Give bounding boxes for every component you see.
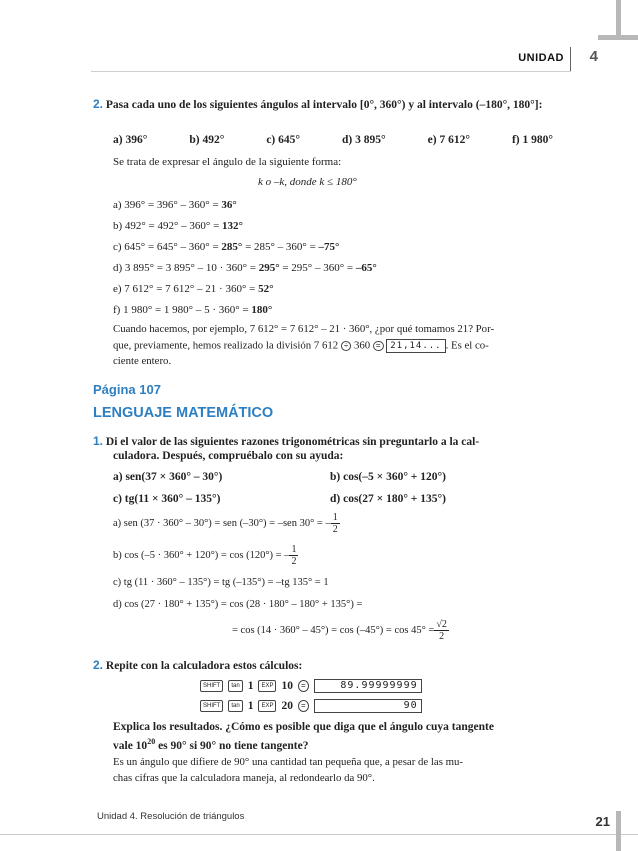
- m1-answer-d-line1: d) cos (27 · 180° + 135°) = cos (28 · 180° – 180° + 135°) =: [113, 599, 363, 610]
- m1-option-b: b) cos(–5 × 360° + 120°): [330, 471, 446, 483]
- q2-intro: Se trata de expresar el ángulo de la siguiente forma:: [113, 156, 342, 168]
- equals-key-icon: =: [298, 700, 309, 712]
- m2-statement: 2. Repite con la calculadora estos cálculos:: [93, 658, 303, 672]
- m2-answer-line2: chas cifras que la calculadora maneja, al redondearlo da 90°.: [113, 772, 375, 784]
- section-title: LENGUAJE MATEMÁTICO: [93, 405, 274, 421]
- q2-answer-a: a) 396° = 396° – 360° = 36°: [113, 199, 237, 211]
- m1-option-d: d) cos(27 × 180° + 135°): [330, 493, 446, 505]
- header-rule: [91, 71, 571, 72]
- fraction-one-half: $\frac{1}{2}$: [291, 543, 297, 567]
- footer-text: Unidad 4. Resolución de triángulos: [97, 811, 245, 822]
- q2-statement-block: [93, 97, 543, 113]
- q2-note-line1: Cuando hacemos, por ejemplo, 7 612° = 7 612° – 21 · 360°, ¿por qué tomamos 21? Por-: [113, 323, 495, 335]
- q2-number: 2.: [93, 97, 104, 111]
- q2-answer-c: c) 645° = 645° – 360° = 285° = 285° – 360° = –75°: [113, 241, 340, 253]
- calculator-display: 21,14...: [386, 339, 445, 353]
- unit-number: 4: [589, 48, 598, 65]
- tan-key-icon: tan: [228, 700, 242, 712]
- calculator-display-2: 90: [314, 699, 422, 713]
- m1-option-c: c) tg(11 × 360° – 135°): [113, 493, 221, 505]
- calculator-display-1: 89.99999999: [314, 679, 422, 693]
- q2-answer-e: e) 7 612° = 7 612° – 21 · 360° = 52°: [113, 283, 274, 295]
- page-number: 21: [595, 814, 610, 829]
- q2-option-f: f) 1 980°: [511, 134, 553, 146]
- m2-calc-row-2: SHIFT tan 1 EXP 20 = 90: [200, 699, 422, 713]
- q2-option-b: b) 492°: [189, 134, 225, 146]
- shift-key-icon: SHIFT: [200, 680, 223, 692]
- q2-option-a: a) 396°: [113, 134, 148, 146]
- fraction-one-half: $\frac{1}{2}$: [332, 511, 338, 535]
- q2-note-line2: que, previamente, hemos realizado la división 7 612 ÷ 360 = 21,14... . Es el co-: [113, 339, 489, 352]
- q2-statement: Pasa cada uno de los siguientes ángulos al intervalo [0°, 360°) y al intervalo (–180°, 180°]:: [105, 99, 543, 111]
- q2-answer-f: f) 1 980° = 1 980° – 5 · 360° = 180°: [113, 304, 273, 316]
- q2-option-e: e) 7 612°: [427, 134, 470, 146]
- q2-options: [113, 134, 553, 146]
- m1-answer-a: a) sen (37 · 360° – 30°) = sen (–30°) = –sen 30° = – $\frac{1}{2}$: [113, 511, 338, 535]
- m2-calc-row-1: SHIFT tan 1 EXP 10 = 89.99999999: [200, 679, 422, 693]
- q2-answer-d: d) 3 895° = 3 895° – 10 · 360° = 295° = 295° – 360° = –65°: [113, 262, 377, 274]
- equals-key-icon: =: [373, 341, 384, 351]
- divide-key-icon: ÷: [341, 341, 351, 351]
- m2-answer-line1: Es un ángulo que difiere de 90° una cantidad tan pequeña que, a pesar de las mu-: [113, 756, 463, 768]
- m2-explain-line1: Explica los resultados. ¿Cómo es posible que diga que el ángulo cuya tangente: [113, 721, 494, 733]
- q2-form: k o –k, donde k ≤ 180°: [258, 176, 357, 188]
- unit-label: UNIDAD: [518, 52, 564, 64]
- fraction-sqrt2-over-2: $\frac{√2}{2}$: [436, 618, 447, 642]
- header-separator: [570, 47, 571, 71]
- equals-key-icon: =: [298, 680, 309, 692]
- m1-answer-d-line2: = cos (14 · 360° – 45°) = cos (–45°) = cos 45° = $\frac{√2}{2}$: [232, 618, 447, 642]
- m1-statement-line2: culadora. Después, compruébalo con su ayuda:: [113, 450, 344, 462]
- exp-key-icon: EXP: [258, 680, 276, 692]
- m1-option-a: a) sen(37 × 360° – 30°): [113, 471, 223, 483]
- q2-note-line3: ciente entero.: [113, 355, 172, 367]
- m2-explain-line2: vale $10^{20}$ es 90° si 90° no tiene tangente?: [113, 737, 309, 752]
- q2-answer-b: b) 492° = 492° – 360° = 132°: [113, 220, 243, 232]
- tan-key-icon: tan: [228, 680, 242, 692]
- m1-answer-c: c) tg (11 · 360° – 135°) = tg (–135°) = –tg 135° = 1: [113, 577, 329, 588]
- q2-option-c: c) 645°: [266, 134, 300, 146]
- footer-rule: [0, 834, 638, 835]
- m1-statement-line1: 1. Di el valor de las siguientes razones trigonométricas sin preguntarlo a la cal-: [93, 434, 480, 448]
- exp-key-icon: EXP: [258, 700, 276, 712]
- m1-answer-b: b) cos (–5 · 360° + 120°) = cos (120°) = – $\frac{1}{2}$: [113, 543, 297, 567]
- corner-decoration-top: [578, 0, 638, 110]
- shift-key-icon: SHIFT: [200, 700, 223, 712]
- q2-option-d: d) 3 895°: [342, 134, 386, 146]
- page-reference: Página 107: [93, 382, 161, 397]
- corner-decoration-bottom: [578, 811, 638, 851]
